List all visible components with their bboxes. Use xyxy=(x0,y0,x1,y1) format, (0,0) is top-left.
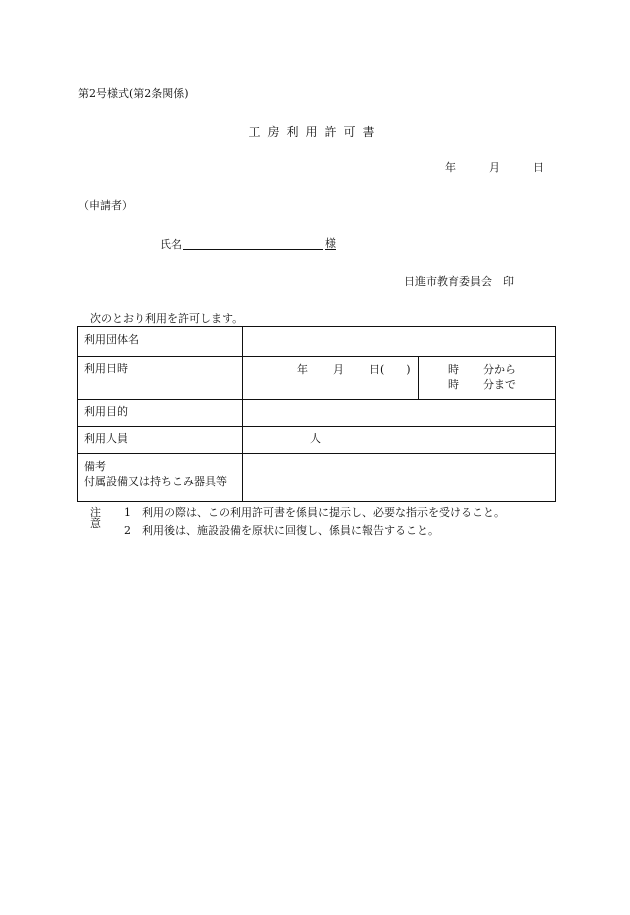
table-row xyxy=(78,454,556,502)
table-row xyxy=(78,427,556,454)
intro-text: 次のとおり利用を許可します。 xyxy=(90,312,244,325)
group-name-value[interactable] xyxy=(243,327,556,357)
date-day: 日 xyxy=(533,161,544,174)
time-to-min: 分まで xyxy=(483,378,516,391)
time-to-hour: 時 xyxy=(448,378,459,391)
people-unit: 人 xyxy=(310,432,321,445)
note-text: 利用の際は、この利用許可書を係員に提示し、必要な指示を受けること。 xyxy=(142,506,505,519)
remarks-label-line2: 付属設備又は持ちこみ器具等 xyxy=(84,475,227,488)
date-month: 月 xyxy=(489,161,500,174)
remarks-value[interactable] xyxy=(243,454,556,502)
issuer: 日進市教育委員会 印 xyxy=(404,275,514,288)
applicant-name-row xyxy=(160,237,336,250)
datetime-year: 年 xyxy=(297,363,308,376)
datetime-value[interactable] xyxy=(243,357,556,400)
date-year: 年 xyxy=(445,161,456,174)
date-part xyxy=(243,357,419,399)
time-from-min: 分から xyxy=(483,363,516,376)
group-name-label: 利用団体名 xyxy=(78,327,243,357)
time-from-hour: 時 xyxy=(448,363,459,376)
permit-table xyxy=(77,326,556,502)
datetime-day: 日( ) xyxy=(369,363,411,376)
name-label: 氏名 xyxy=(160,238,182,251)
datetime-label xyxy=(78,357,243,400)
time-part xyxy=(419,357,555,399)
table-row xyxy=(78,400,556,427)
remarks-label xyxy=(78,454,243,502)
people-value[interactable] xyxy=(243,427,556,454)
name-honorific: 様 xyxy=(325,237,336,250)
name-blank-line[interactable] xyxy=(183,237,323,250)
datetime-label-text: 利用日時 xyxy=(84,362,128,375)
purpose-value[interactable] xyxy=(243,400,556,427)
note-text: 利用後は、施設設備を原状に回復し、係員に報告すること。 xyxy=(142,524,439,537)
note-number: 2 xyxy=(124,524,131,537)
note-number: 1 xyxy=(124,506,131,519)
table-row xyxy=(78,357,556,400)
applicant-label: （申請者） xyxy=(78,199,133,212)
notes-heading: 注意 xyxy=(90,506,101,530)
form-number: 第2号様式(第2条関係) xyxy=(78,87,189,100)
purpose-label: 利用目的 xyxy=(78,400,243,427)
table-row xyxy=(78,327,556,357)
datetime-month: 月 xyxy=(333,363,344,376)
remarks-label-line1: 備考 xyxy=(84,460,106,473)
people-label: 利用人員 xyxy=(78,427,243,454)
issue-date xyxy=(445,162,544,173)
document-title: 工房利用許可書 xyxy=(248,125,382,139)
